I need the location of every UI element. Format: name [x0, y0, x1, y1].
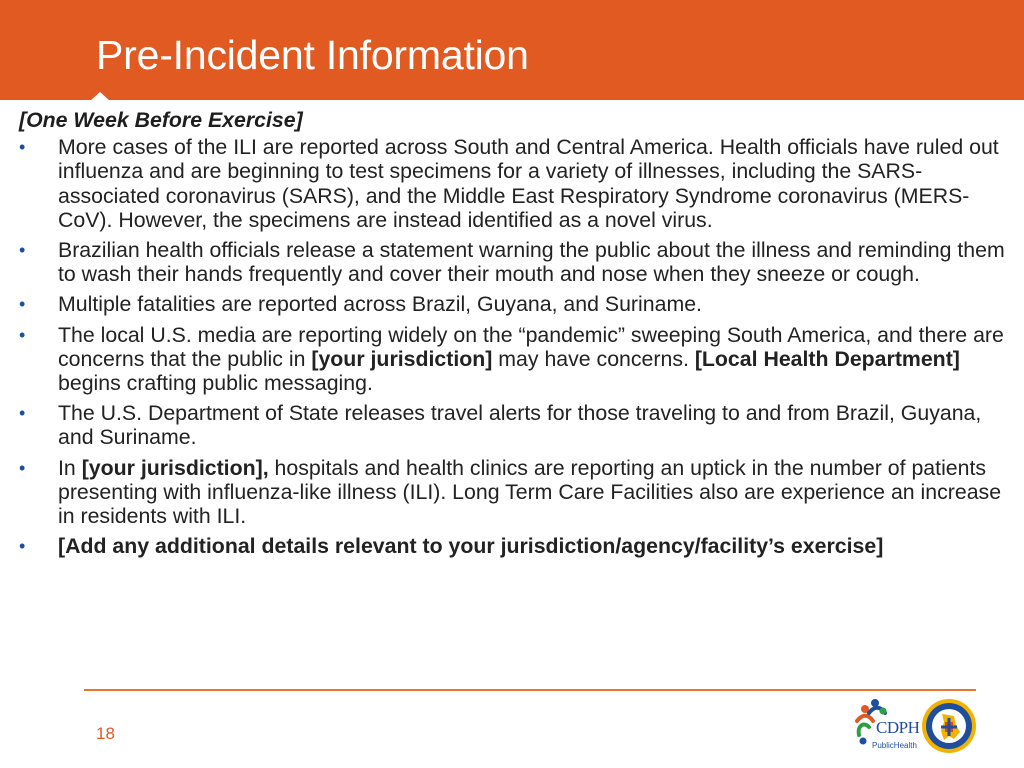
bullet-text: Brazilian health officials release a statement warning the public about the illness and reminding them to wash their hands frequently and cover their mouth and nose when they sneeze or cough.: [58, 238, 1005, 287]
title-bar: [0, 0, 1024, 100]
bullet-marker-icon: •: [19, 403, 26, 424]
slide-title: Pre-Incident Information: [96, 32, 529, 78]
bullet-item: [19, 401, 1014, 449]
ems-seal-icon: [921, 698, 977, 754]
bullet-text-bold: [your jurisdiction],: [81, 455, 269, 480]
bullet-marker-icon: •: [19, 457, 26, 478]
bullet-marker-icon: •: [19, 240, 26, 261]
bullet-item: [19, 292, 1014, 316]
cdph-logo-subtext: PublicHealth: [872, 741, 917, 750]
bullet-text-bold: [Local Health Department]: [694, 346, 960, 371]
bullet-list: [19, 135, 1014, 558]
bullet-text: may have concerns.: [492, 346, 695, 371]
bullet-marker-icon: •: [19, 137, 26, 158]
bullet-item: [19, 238, 1014, 286]
bullet-text: hospitals and health clinics are reporting an uptick in the number of patients presenting with influenza-like illness (ILI). Long Term Care Facilities also are experience an increase in residents with ILI.: [58, 455, 1002, 529]
subheading: [One Week Before Exercise]: [19, 108, 303, 132]
bullet-item: [19, 323, 1014, 396]
bullet-text-bold: [your jurisdiction]: [311, 346, 493, 371]
header-notch: [90, 92, 110, 101]
bullet-text: In: [58, 455, 82, 480]
bullet-marker-icon: •: [19, 324, 26, 345]
cdph-logo-text: CDPH: [876, 718, 920, 737]
bullet-marker-icon: •: [19, 536, 26, 557]
bullet-text: More cases of the ILI are reported across South and Central America. Health officials have ruled out influenza and are beginning to test specimens for a variety of illnesses, including the SARS-associated coronavirus (SARS), and the Middle East Respiratory Syndrome coronavirus (MERS-CoV). However, the specimens are instead identified as a novel virus.: [58, 135, 999, 232]
bullet-text: begins crafting public messaging.: [58, 371, 373, 396]
bullet-text-bold: [Add any additional details relevant to your jurisdiction/agency/facility’s exercise]: [58, 534, 884, 559]
bullet-item: [19, 456, 1014, 529]
footer-divider: [84, 689, 976, 691]
bullet-text: The U.S. Department of State releases travel alerts for those traveling to and from Brazil, Guyana, and Suriname.: [58, 401, 982, 450]
slide-content: [19, 108, 1014, 564]
bullet-item: [19, 534, 1014, 558]
page-number: 18: [96, 724, 115, 743]
bullet-text: Multiple fatalities are reported across Brazil, Guyana, and Suriname.: [58, 292, 702, 317]
bullet-text: The local U.S. media are reporting widely on the “pandemic” sweeping South America, and there are concerns that the public in: [58, 322, 1004, 371]
bullet-item: [19, 135, 1014, 232]
bullet-marker-icon: •: [19, 294, 26, 315]
